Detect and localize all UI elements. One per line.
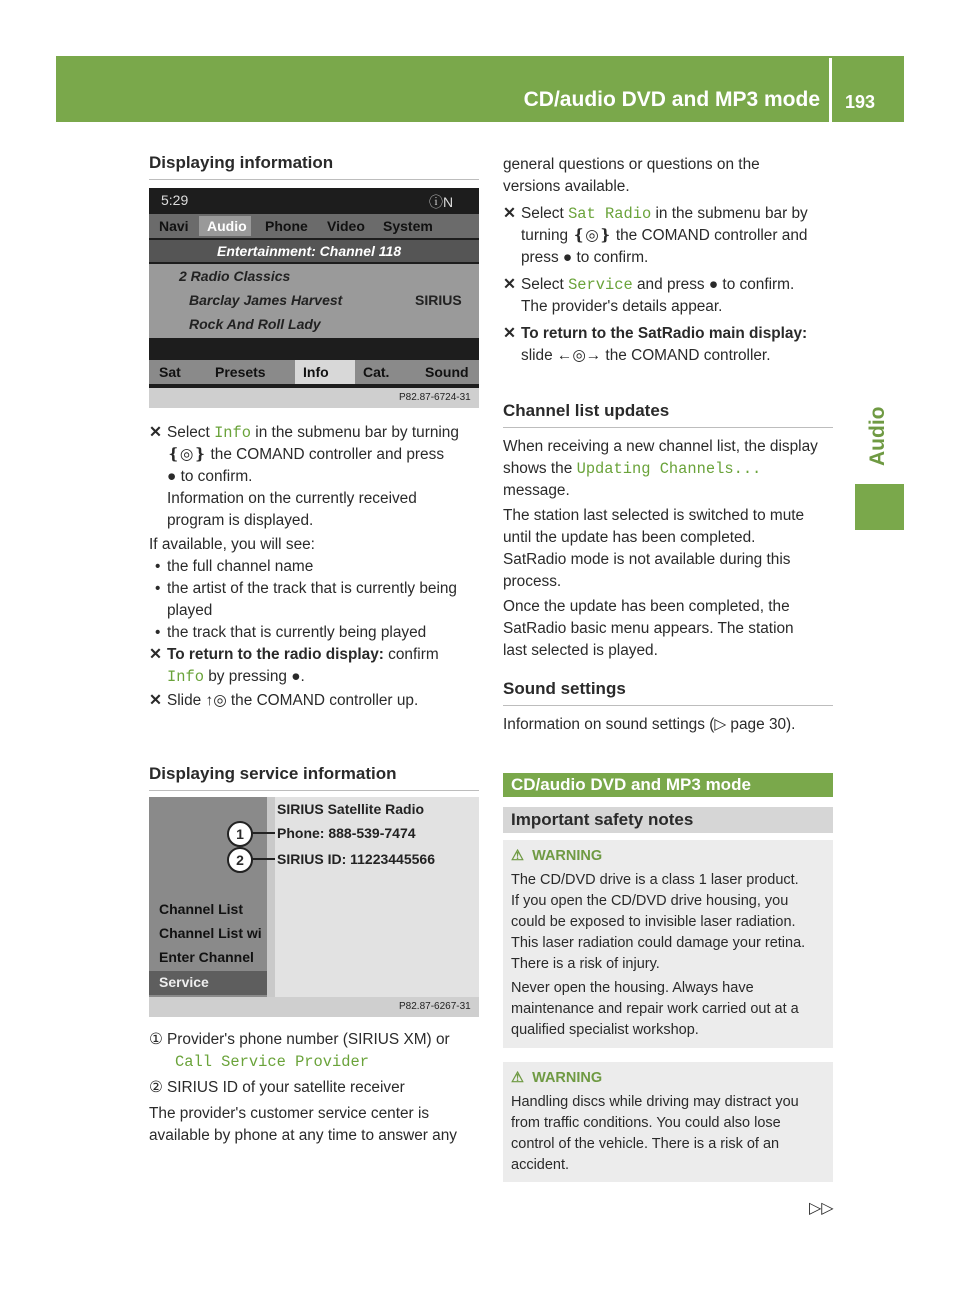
screen-title: Entertainment: Channel 118	[217, 243, 402, 259]
code-service: Service	[568, 276, 633, 294]
warning-box-2: ⚠ WARNING Handling discs while driving may distract you from traffic conditions. You could also lose control of the vehicle. There is a risk of an accident.	[503, 1062, 833, 1182]
side-tab	[855, 484, 904, 530]
heading-sound-settings: Sound settings	[503, 679, 626, 698]
callout-2: 2	[227, 847, 253, 873]
list-channel-list-wi: Channel List wi	[159, 925, 262, 941]
warning-icon: ⚠	[511, 848, 524, 864]
sirius-logo: SIRIUS	[415, 292, 462, 308]
code-call-service-provider: Call Service Provider	[175, 1053, 369, 1071]
tab-info: Info	[303, 364, 329, 380]
figure-code-2: P82.87-6267-31	[399, 1001, 471, 1012]
screenshot-service	[149, 797, 479, 1017]
heading-service-information: Displaying service information	[149, 764, 397, 783]
heading-displaying-information: Displaying information	[149, 153, 334, 172]
menu-phone: Phone	[265, 218, 308, 234]
service-phone: Phone: 888-539-7474	[277, 825, 416, 841]
code-sat-radio: Sat Radio	[568, 205, 652, 223]
menu-navi: Navi	[159, 218, 189, 234]
row-2: Barclay James Harvest	[189, 292, 343, 308]
section-heading-gray: Important safety notes	[503, 807, 833, 833]
list-enter-channel: Enter Channel	[159, 949, 254, 965]
tab-presets: Presets	[215, 364, 266, 380]
section-heading-green: CD/audio DVD and MP3 mode	[503, 773, 833, 797]
figure-code: P82.87-6724-31	[399, 392, 471, 403]
menu-system: System	[383, 218, 433, 234]
code-updating-channels: Updating Channels...	[576, 460, 762, 478]
code-info: Info	[214, 424, 252, 442]
menu-audio: Audio	[207, 218, 247, 234]
menu-video: Video	[327, 218, 365, 234]
service-title: SIRIUS Satellite Radio	[277, 801, 425, 817]
warning-box-1: ⚠ WARNING The CD/DVD drive is a class 1 laser product. If you open the CD/DVD drive housing, you could be exposed to invisible laser radiation. This laser radiation could damage your retina. There is a risk of injury. Never open the housing. Always have maintenance and repair work carried out at a qualified specialist workshop.	[503, 840, 833, 1048]
heading-channel-list-updates: Channel list updates	[503, 401, 670, 420]
chapter-title: CD/audio DVD and MP3 mode	[523, 88, 820, 111]
compass: ⓘN	[429, 194, 454, 210]
row-1: 2 Radio Classics	[179, 268, 291, 284]
heading-rule	[149, 179, 479, 180]
clock: 5:29	[161, 192, 189, 208]
page-number: 193	[845, 92, 876, 112]
tab-sat: Sat	[159, 364, 181, 380]
continue-arrows: ▷▷	[809, 1200, 834, 1217]
list-channel-list: Channel List	[159, 901, 244, 917]
callout-1: 1	[227, 821, 253, 847]
row-3: Rock And Roll Lady	[189, 316, 321, 332]
header-divider	[829, 58, 832, 122]
tab-sound: Sound	[425, 364, 469, 380]
tab-cat: Cat.	[363, 364, 390, 380]
service-id: SIRIUS ID: 11223445566	[277, 851, 435, 867]
warning-icon: ⚠	[511, 1070, 524, 1086]
list-service: Service	[159, 974, 209, 990]
screenshot-info	[149, 188, 479, 408]
